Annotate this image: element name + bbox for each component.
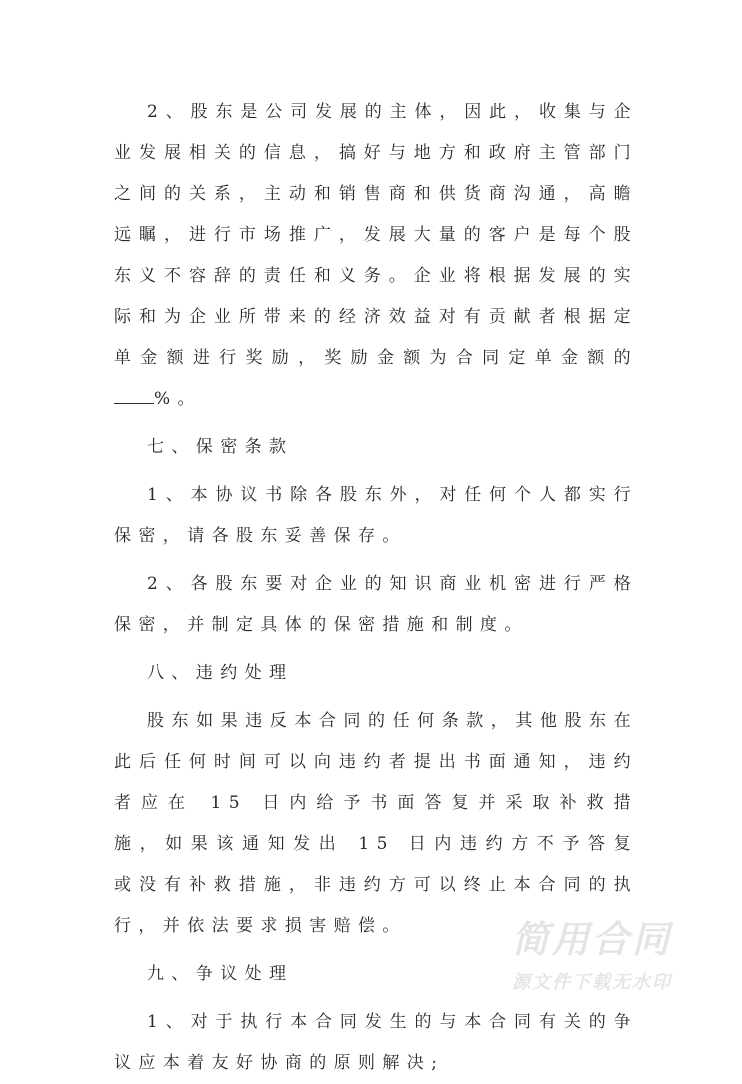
- heading-dispute: 九、争议处理: [147, 964, 294, 984]
- heading-breach: 八、违约处理: [147, 663, 294, 683]
- percent-blank-field: [114, 389, 154, 404]
- paragraph-shareholder-duty: [114, 92, 638, 420]
- paragraph-text: 2、股东是公司发展的主体，因此，收集与企业发展相关的信息，搞好与地方和政府主管部门之间的关系，主动和销售商和供货商沟通，高瞻远瞩，进行市场推广，发展大量的客户是每个股东义不容辞的责任和义务。企业将根据发展的实际和为企业所带来的经济效益对有贡献者根据定单金额进行奖励，奖励金额为合同定单金额的: [114, 102, 638, 368]
- paragraph-confidentiality-1: 1、本协议书除各股东外，对任何个人都实行保密，请各股东妥善保存。: [114, 485, 638, 546]
- percent-suffix: %。: [154, 389, 202, 409]
- paragraph-breach: 股东如果违反本合同的任何条款，其他股东在此后任何时间可以向违约者提出书面通知，违约者应在 15 日内给予书面答复并采取补救措施，如果该通知发出 15 日内违约方不予答复或没有补救措施，非违约方可以终止本合同的执行，并依法要求损害赔偿。: [114, 711, 638, 936]
- paragraph-dispute-1: 1、对于执行本合同发生的与本合同有关的争议应本着友好协商的原则解决;: [114, 1012, 638, 1073]
- watermark: [512, 918, 712, 998]
- watermark-subtext: 源文件下载无水印: [512, 972, 672, 993]
- paragraph-confidentiality-2: 2、各股东要对企业的知识商业机密进行严格保密，并制定具体的保密措施和制度。: [114, 574, 638, 635]
- heading-confidentiality: 七、保密条款: [147, 437, 294, 457]
- watermark-logo-text: 简用合同: [512, 918, 672, 961]
